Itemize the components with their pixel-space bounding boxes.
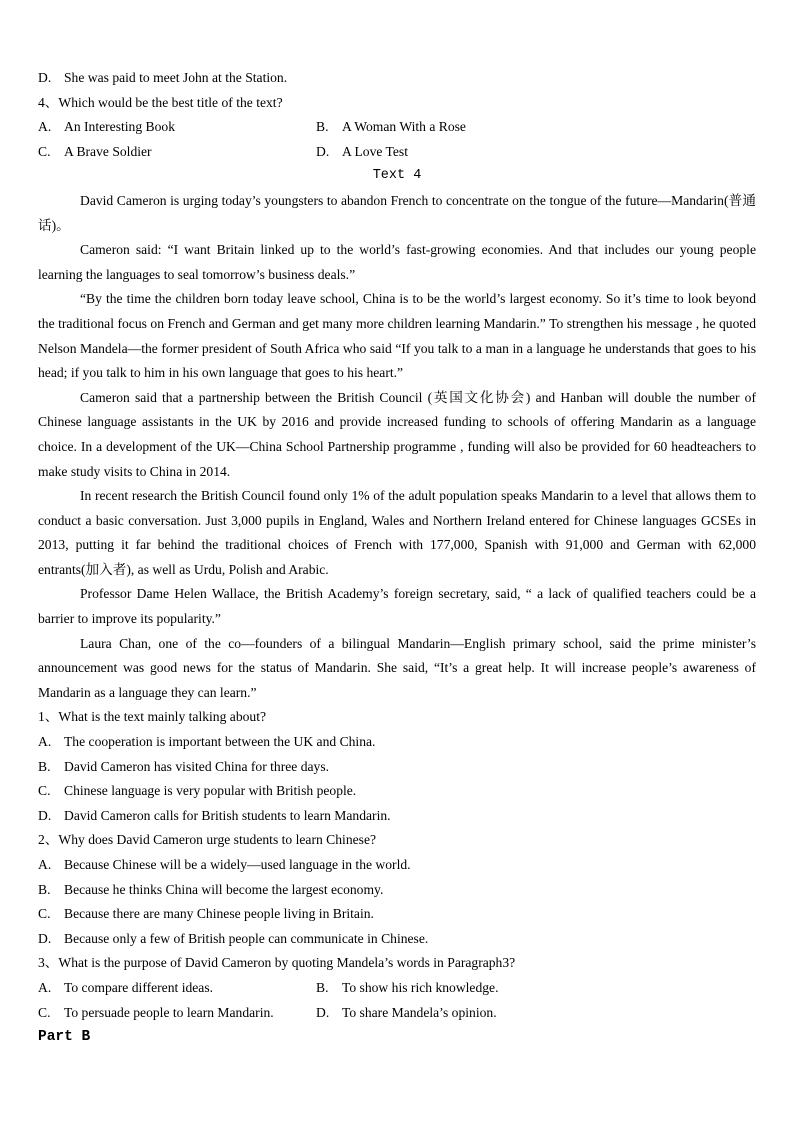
option-line <box>316 140 408 165</box>
option-text: An Interesting Book <box>64 119 176 135</box>
option-line <box>316 1001 497 1026</box>
option-line <box>38 878 756 903</box>
option-text: The cooperation is important between the UK and China. <box>64 734 376 750</box>
option-line <box>38 66 756 91</box>
option-label: C. <box>38 1004 51 1020</box>
option-row <box>38 1001 756 1026</box>
option-label: D. <box>316 143 330 159</box>
option-text: Because there are many Chinese people living in Britain. <box>64 906 374 922</box>
option-label: D. <box>38 930 52 946</box>
option-line <box>38 1001 316 1026</box>
option-label: D. <box>38 70 52 85</box>
option-line <box>38 140 316 165</box>
option-label: A. <box>38 979 52 995</box>
option-line <box>38 779 756 804</box>
option-label: D. <box>316 1004 330 1020</box>
option-line <box>316 976 499 1001</box>
option-text: To share Mandela’s opinion. <box>342 1004 497 1020</box>
option-line <box>38 115 316 140</box>
option-label: C. <box>38 783 51 799</box>
option-row <box>38 976 756 1001</box>
option-label: B. <box>316 119 329 135</box>
option-label: B. <box>38 758 51 774</box>
paragraph: In recent research the British Council found only 1% of the adult population speaks Mandarin to a level that allows them to conduct a basic conversation. Just 3,000 pupils in England, Wales and Northern Ireland entered for Chinese languages GCSEs in 2013, putting it far behind the traditional choices of French with 177,000, Spanish with 91,000 and German with 62,000 entrants(加入者), as well as Urdu, Polish and Arabic. <box>38 488 756 577</box>
option-label: A. <box>38 119 52 135</box>
question3-stem: 3、What is the purpose of David Cameron by quoting Mandela’s words in Paragraph3? <box>38 955 516 971</box>
option-label: C. <box>38 906 51 922</box>
option-line <box>38 804 756 829</box>
option-text: She was paid to meet John at the Station. <box>64 70 288 85</box>
option-line <box>38 755 756 780</box>
option-text: To persuade people to learn Mandarin. <box>64 1004 274 1020</box>
paragraph: “By the time the children born today leave school, China is to be the world’s largest economy. So it’s time to look beyond the traditional focus on French and German and get many more children learning Mandarin.” To strengthen his message , he quoted Nelson Mandela—the former president of South Africa who said “If you talk to a man in a language he understands that goes to his head; if you talk to him in his own language that goes to his heart.” <box>38 291 756 381</box>
option-text: A Woman With a Rose <box>342 119 466 135</box>
question2-stem: 2、Why does David Cameron urge students to learn Chinese? <box>38 832 377 848</box>
option-text: Because only a few of British people can communicate in Chinese. <box>64 930 429 946</box>
paragraph: David Cameron is urging today’s youngsters to abandon French to concentrate on the tongue of the future—Mandarin(普通话)。 <box>38 192 756 233</box>
option-label: B. <box>316 979 329 995</box>
option-text: David Cameron calls for British students to learn Mandarin. <box>64 807 391 823</box>
option-text: To compare different ideas. <box>64 979 214 995</box>
option-text: Because he thinks China will become the largest economy. <box>64 881 384 897</box>
option-label: D. <box>38 807 52 823</box>
option-text: Chinese language is very popular with British people. <box>64 783 357 799</box>
text4-section-title: Text 4 <box>372 168 422 184</box>
paragraph: Cameron said that a partnership between the British Council (英国文化协会) and Hanban will double the number of Chinese language assistants in the UK by 2016 and provide increased funding to schools of offering Mandarin as a language choice. In a development of the UK—China School Partnership programme , funding will also be provided for 60 headteachers to make study visits to China in 2014. <box>38 389 756 479</box>
part-b-heading: Part B <box>38 1029 91 1046</box>
paragraph: Cameron said: “I want Britain linked up to the world’s fast-growing economies. And that includes our young people learning the languages to seal tomorrow’s business deals.” <box>38 242 756 282</box>
option-label: B. <box>38 881 51 897</box>
option-row <box>38 115 756 140</box>
option-row <box>38 140 756 165</box>
option-line <box>316 115 466 140</box>
option-line <box>38 853 756 878</box>
question4-stem: 4、Which would be the best title of the text? <box>38 94 283 110</box>
option-label: A. <box>38 734 52 750</box>
paragraph: Laura Chan, one of the co—founders of a bilingual Mandarin—English primary school, said the prime minister’s announcement was good news for the status of Mandarin. She said, “It’s a great help. It will increase people’s awareness of Mandarin as a language they can learn.” <box>38 635 756 700</box>
option-label: C. <box>38 143 51 159</box>
option-text: David Cameron has visited China for three days. <box>64 758 330 774</box>
option-text: Because Chinese will be a widely—used language in the world. <box>64 857 411 872</box>
option-text: To show his rich knowledge. <box>342 979 499 995</box>
option-line <box>38 927 756 952</box>
option-label: A. <box>38 857 52 872</box>
option-text: A Love Test <box>342 143 409 159</box>
option-line <box>38 976 316 1001</box>
option-line <box>38 902 756 927</box>
option-line <box>38 730 756 755</box>
option-text: A Brave Soldier <box>64 143 152 159</box>
paragraph: Professor Dame Helen Wallace, the British Academy’s foreign secretary, said, “ a lack of qualified teachers could be a barrier to improve its popularity.” <box>38 586 756 627</box>
question1-stem: 1、What is the text mainly talking about? <box>38 709 267 725</box>
